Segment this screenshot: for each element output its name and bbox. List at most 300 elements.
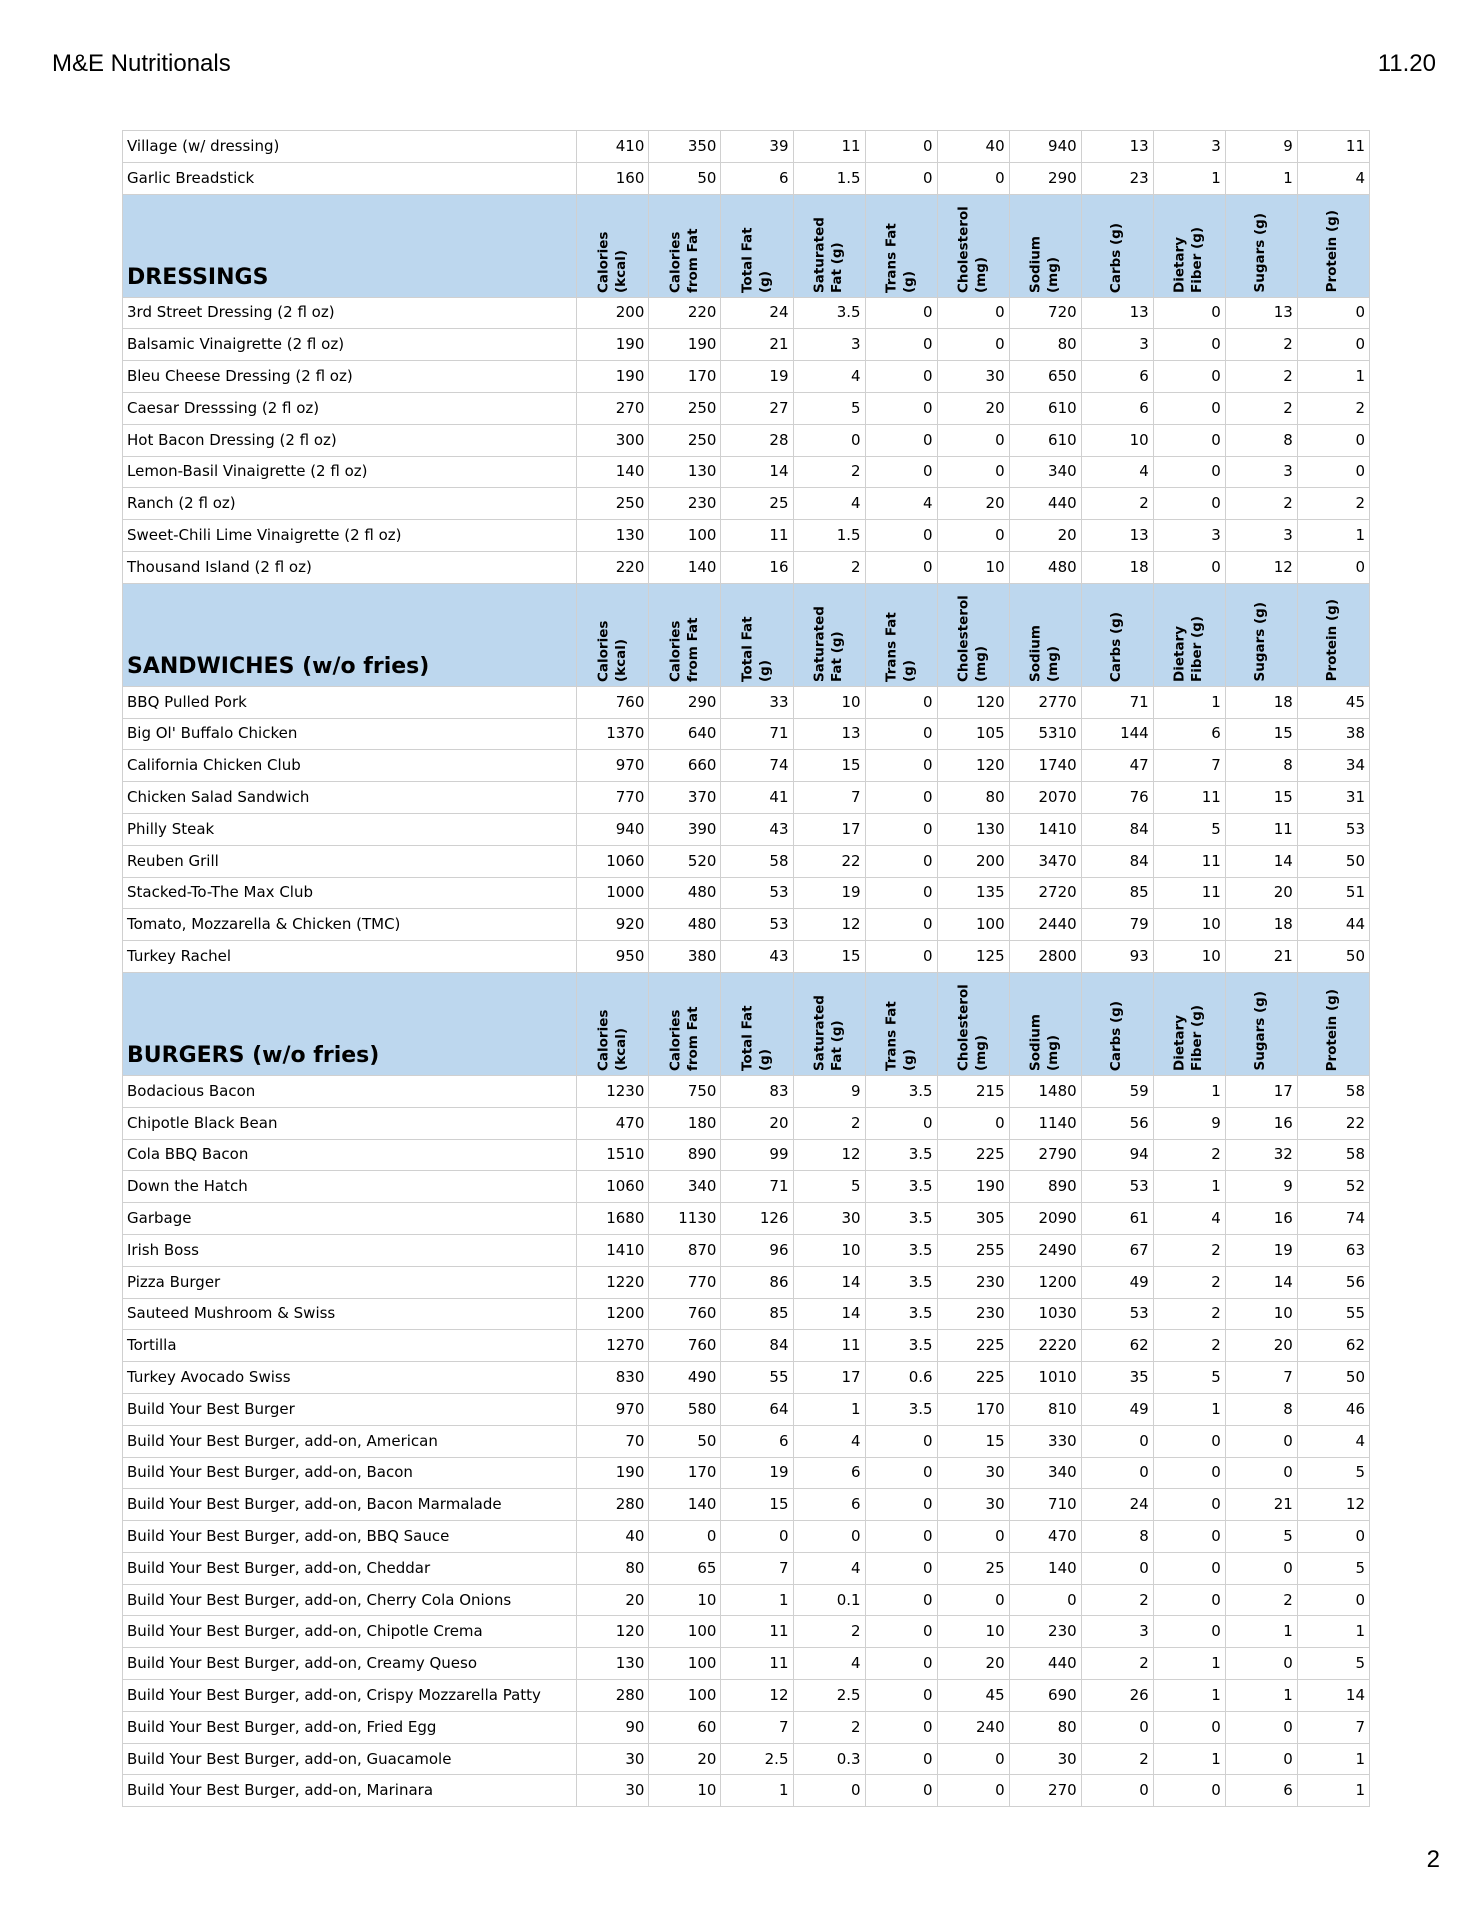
nutrient-value: 0 xyxy=(865,131,937,163)
nutrient-value: 41 xyxy=(721,782,793,814)
nutrient-value: 760 xyxy=(577,686,649,718)
nutrient-value: 0 xyxy=(1153,392,1225,424)
nutrient-value: 9 xyxy=(1225,1171,1297,1203)
nutrient-value: 23 xyxy=(1081,162,1153,194)
nutrient-value: 3 xyxy=(793,329,865,361)
nutrient-value: 0 xyxy=(865,520,937,552)
nutrient-value: 53 xyxy=(721,909,793,941)
nutrient-value: 0 xyxy=(1153,329,1225,361)
nutrient-value: 170 xyxy=(649,361,721,393)
nutrient-value: 15 xyxy=(793,941,865,973)
nutrient-value: 20 xyxy=(1225,877,1297,909)
nutrient-value: 0 xyxy=(937,329,1009,361)
nutrient-value: 190 xyxy=(577,1457,649,1489)
nutrient-value: 65 xyxy=(649,1552,721,1584)
table-row xyxy=(123,1489,1370,1521)
nutrient-value: 7 xyxy=(1225,1362,1297,1394)
nutrient-value: 22 xyxy=(1297,1107,1369,1139)
column-header-label: Cholesterol (mg) xyxy=(955,205,990,293)
nutrient-value: 140 xyxy=(649,551,721,583)
item-name: Bodacious Bacon xyxy=(123,1075,577,1107)
nutrient-value: 0 xyxy=(1297,456,1369,488)
nutrient-value: 27 xyxy=(721,392,793,424)
nutrient-value: 580 xyxy=(649,1393,721,1425)
nutrient-value: 0 xyxy=(865,1107,937,1139)
nutrient-value: 1 xyxy=(1153,1393,1225,1425)
nutrient-value: 480 xyxy=(649,877,721,909)
nutrient-value: 18 xyxy=(1081,551,1153,583)
item-name: Thousand Island (2 fl oz) xyxy=(123,551,577,583)
nutrient-value: 13 xyxy=(1081,131,1153,163)
item-name: Build Your Best Burger, add-on, Guacamole xyxy=(123,1743,577,1775)
nutrient-value: 1 xyxy=(1153,162,1225,194)
nutrient-value: 3 xyxy=(1081,1616,1153,1648)
nutrient-value: 5 xyxy=(1297,1457,1369,1489)
nutrient-value: 0 xyxy=(937,1743,1009,1775)
section-header-row xyxy=(123,194,1370,297)
nutrient-value: 180 xyxy=(649,1107,721,1139)
nutrient-value: 14 xyxy=(1297,1680,1369,1712)
nutrient-value: 1 xyxy=(1153,1171,1225,1203)
nutrient-value: 22 xyxy=(793,845,865,877)
nutrient-value: 870 xyxy=(649,1234,721,1266)
item-name: Reuben Grill xyxy=(123,845,577,877)
nutrient-value: 10 xyxy=(937,551,1009,583)
nutrient-value: 31 xyxy=(1297,782,1369,814)
section-title: BURGERS (w/o fries) xyxy=(123,972,577,1075)
nutrient-value: 2.5 xyxy=(721,1743,793,1775)
nutrient-value: 58 xyxy=(1297,1075,1369,1107)
nutrient-value: 215 xyxy=(937,1075,1009,1107)
column-header-cell xyxy=(1225,583,1297,686)
nutrient-value: 50 xyxy=(1297,845,1369,877)
item-name: Build Your Best Burger xyxy=(123,1393,577,1425)
nutrient-value: 30 xyxy=(937,1457,1009,1489)
nutrient-value: 20 xyxy=(937,392,1009,424)
nutrient-value: 50 xyxy=(649,162,721,194)
column-header-label: Cholesterol (mg) xyxy=(955,594,990,682)
nutrient-value: 19 xyxy=(721,1457,793,1489)
nutrition-table xyxy=(122,130,1370,1807)
nutrient-value: 79 xyxy=(1081,909,1153,941)
section-title: DRESSINGS xyxy=(123,194,577,297)
table-row xyxy=(123,361,1370,393)
nutrient-value: 2 xyxy=(1297,392,1369,424)
nutrient-value: 0 xyxy=(1081,1425,1153,1457)
nutrient-value: 760 xyxy=(649,1330,721,1362)
nutrient-value: 30 xyxy=(577,1743,649,1775)
nutrient-value: 55 xyxy=(1297,1298,1369,1330)
item-name: Tomato, Mozzarella & Chicken (TMC) xyxy=(123,909,577,941)
nutrient-value: 470 xyxy=(577,1107,649,1139)
nutrient-value: 2070 xyxy=(1009,782,1081,814)
nutrition-table-body xyxy=(123,131,1370,1807)
nutrient-value: 190 xyxy=(937,1171,1009,1203)
nutrient-value: 2770 xyxy=(1009,686,1081,718)
nutrient-value: 1060 xyxy=(577,845,649,877)
nutrient-value: 11 xyxy=(793,131,865,163)
nutrient-value: 61 xyxy=(1081,1203,1153,1235)
column-header-cell xyxy=(1153,972,1225,1075)
nutrient-value: 330 xyxy=(1009,1425,1081,1457)
nutrient-value: 0 xyxy=(865,1743,937,1775)
nutrient-value: 220 xyxy=(577,551,649,583)
item-name: Balsamic Vinaigrette (2 fl oz) xyxy=(123,329,577,361)
nutrient-value: 8 xyxy=(1225,1393,1297,1425)
nutrient-value: 0 xyxy=(937,297,1009,329)
nutrient-value: 2 xyxy=(1225,392,1297,424)
nutrient-value: 0 xyxy=(865,1425,937,1457)
nutrient-value: 0.3 xyxy=(793,1743,865,1775)
nutrient-value: 0 xyxy=(865,1457,937,1489)
nutrient-value: 0 xyxy=(1297,551,1369,583)
column-header-cell xyxy=(937,194,1009,297)
nutrient-value: 43 xyxy=(721,941,793,973)
column-header-cell xyxy=(1297,194,1369,297)
nutrient-value: 250 xyxy=(649,392,721,424)
column-header-cell xyxy=(1009,583,1081,686)
nutrient-value: 0 xyxy=(937,424,1009,456)
nutrient-value: 2 xyxy=(1081,1743,1153,1775)
nutrient-value: 970 xyxy=(577,750,649,782)
nutrient-value: 1030 xyxy=(1009,1298,1081,1330)
nutrient-value: 5 xyxy=(1225,1521,1297,1553)
nutrient-value: 144 xyxy=(1081,718,1153,750)
nutrient-value: 2 xyxy=(1153,1330,1225,1362)
nutrient-value: 3.5 xyxy=(793,297,865,329)
nutrient-value: 4 xyxy=(793,361,865,393)
item-name: Build Your Best Burger, add-on, Bacon Marmalade xyxy=(123,1489,577,1521)
nutrient-value: 0 xyxy=(1153,424,1225,456)
column-header-cell xyxy=(721,194,793,297)
table-row xyxy=(123,1425,1370,1457)
column-header-label: Total Fat (g) xyxy=(739,616,773,682)
nutrient-value: 1 xyxy=(1297,520,1369,552)
item-name: Build Your Best Burger, add-on, Cheddar xyxy=(123,1552,577,1584)
nutrient-value: 640 xyxy=(649,718,721,750)
nutrient-value: 200 xyxy=(937,845,1009,877)
nutrient-value: 350 xyxy=(649,131,721,163)
item-name: Build Your Best Burger, add-on, Creamy Queso xyxy=(123,1648,577,1680)
table-row xyxy=(123,813,1370,845)
nutrient-value: 3.5 xyxy=(865,1171,937,1203)
table-row xyxy=(123,1362,1370,1394)
nutrient-value: 94 xyxy=(1081,1139,1153,1171)
nutrient-value: 0 xyxy=(865,1552,937,1584)
column-header-cell xyxy=(1297,583,1369,686)
nutrient-value: 0 xyxy=(865,1616,937,1648)
nutrient-value: 14 xyxy=(1225,845,1297,877)
nutrient-value: 105 xyxy=(937,718,1009,750)
table-row xyxy=(123,551,1370,583)
nutrient-value: 2 xyxy=(793,456,865,488)
column-header-label: Carbs (g) xyxy=(1108,1000,1125,1071)
nutrient-value: 470 xyxy=(1009,1521,1081,1553)
nutrient-value: 70 xyxy=(577,1425,649,1457)
nutrient-value: 480 xyxy=(649,909,721,941)
table-row xyxy=(123,1648,1370,1680)
nutrient-value: 20 xyxy=(1225,1330,1297,1362)
nutrient-value: 0 xyxy=(865,813,937,845)
nutrient-value: 1 xyxy=(1153,686,1225,718)
table-row xyxy=(123,1775,1370,1807)
nutrient-value: 20 xyxy=(577,1584,649,1616)
nutrient-value: 2 xyxy=(1153,1139,1225,1171)
column-header-cell xyxy=(577,194,649,297)
nutrient-value: 2 xyxy=(793,1711,865,1743)
nutrient-value: 2090 xyxy=(1009,1203,1081,1235)
table-row xyxy=(123,1584,1370,1616)
nutrient-value: 30 xyxy=(937,361,1009,393)
nutrient-value: 100 xyxy=(937,909,1009,941)
nutrient-value: 4 xyxy=(1297,1425,1369,1457)
nutrient-value: 0 xyxy=(1153,1457,1225,1489)
item-name: Lemon-Basil Vinaigrette (2 fl oz) xyxy=(123,456,577,488)
column-header-label: Dietary Fiber (g) xyxy=(1171,1004,1206,1071)
nutrient-value: 12 xyxy=(793,909,865,941)
nutrient-value: 610 xyxy=(1009,424,1081,456)
nutrient-value: 0 xyxy=(793,424,865,456)
nutrient-value: 80 xyxy=(1009,1711,1081,1743)
nutrient-value: 18 xyxy=(1225,909,1297,941)
nutrient-value: 1 xyxy=(1297,1616,1369,1648)
nutrient-value: 0 xyxy=(1153,1711,1225,1743)
nutrient-value: 0 xyxy=(1153,1775,1225,1807)
nutrient-value: 130 xyxy=(649,456,721,488)
nutrient-value: 11 xyxy=(721,520,793,552)
nutrient-value: 5310 xyxy=(1009,718,1081,750)
page-number: 2 xyxy=(1426,1846,1440,1873)
nutrient-value: 2490 xyxy=(1009,1234,1081,1266)
nutrient-value: 480 xyxy=(1009,551,1081,583)
nutrient-value: 9 xyxy=(1153,1107,1225,1139)
nutrient-value: 0 xyxy=(865,1680,937,1712)
nutrient-value: 3 xyxy=(1225,456,1297,488)
item-name: Turkey Rachel xyxy=(123,941,577,973)
nutrient-value: 17 xyxy=(793,813,865,845)
nutrient-value: 10 xyxy=(1153,941,1225,973)
nutrient-value: 0 xyxy=(1225,1648,1297,1680)
column-header-cell xyxy=(577,583,649,686)
nutrient-value: 1130 xyxy=(649,1203,721,1235)
nutrient-value: 25 xyxy=(721,488,793,520)
nutrient-value: 20 xyxy=(649,1743,721,1775)
nutrient-value: 10 xyxy=(649,1775,721,1807)
nutrient-value: 4 xyxy=(793,1552,865,1584)
nutrient-value: 1270 xyxy=(577,1330,649,1362)
nutrient-value: 6 xyxy=(1153,718,1225,750)
nutrient-value: 100 xyxy=(649,1680,721,1712)
table-row xyxy=(123,456,1370,488)
nutrient-value: 2 xyxy=(1225,361,1297,393)
column-header-label: Sodium (mg) xyxy=(1027,624,1062,682)
nutrient-value: 11 xyxy=(1225,813,1297,845)
nutrient-value: 12 xyxy=(1225,551,1297,583)
nutrient-value: 0 xyxy=(865,456,937,488)
item-name: Caesar Dresssing (2 fl oz) xyxy=(123,392,577,424)
table-row xyxy=(123,1616,1370,1648)
nutrient-value: 0 xyxy=(1225,1457,1297,1489)
nutrient-value: 0 xyxy=(1153,1552,1225,1584)
nutrient-value: 1370 xyxy=(577,718,649,750)
nutrient-value: 53 xyxy=(1081,1171,1153,1203)
nutrient-value: 100 xyxy=(649,1648,721,1680)
nutrient-value: 830 xyxy=(577,1362,649,1394)
nutrient-value: 0 xyxy=(865,424,937,456)
nutrient-value: 96 xyxy=(721,1234,793,1266)
nutrient-value: 10 xyxy=(1153,909,1225,941)
nutrient-value: 80 xyxy=(577,1552,649,1584)
nutrient-value: 84 xyxy=(1081,813,1153,845)
nutrient-value: 0 xyxy=(865,877,937,909)
nutrient-value: 74 xyxy=(1297,1203,1369,1235)
nutrient-value: 43 xyxy=(721,813,793,845)
nutrient-value: 2 xyxy=(1225,488,1297,520)
nutrient-value: 11 xyxy=(1153,877,1225,909)
nutrient-value: 10 xyxy=(649,1584,721,1616)
nutrient-value: 230 xyxy=(937,1266,1009,1298)
nutrient-value: 0 xyxy=(865,941,937,973)
nutrient-value: 1 xyxy=(1153,1648,1225,1680)
nutrient-value: 5 xyxy=(1297,1552,1369,1584)
nutrient-value: 1.5 xyxy=(793,520,865,552)
nutrient-value: 20 xyxy=(937,1648,1009,1680)
nutrient-value: 3.5 xyxy=(865,1139,937,1171)
nutrient-value: 1 xyxy=(1225,162,1297,194)
nutrient-value: 340 xyxy=(1009,456,1081,488)
nutrient-value: 2440 xyxy=(1009,909,1081,941)
nutrient-value: 0 xyxy=(1153,1425,1225,1457)
item-name: Cola BBQ Bacon xyxy=(123,1139,577,1171)
nutrient-value: 1140 xyxy=(1009,1107,1081,1139)
nutrient-value: 30 xyxy=(577,1775,649,1807)
column-header-label: Saturated Fat (g) xyxy=(811,605,846,682)
nutrient-value: 9 xyxy=(1225,131,1297,163)
column-header-label: Calories (kcal) xyxy=(595,1009,629,1071)
nutrient-value: 11 xyxy=(793,1330,865,1362)
document-date: 11.20 xyxy=(1377,50,1436,77)
nutrient-value: 67 xyxy=(1081,1234,1153,1266)
nutrient-value: 40 xyxy=(937,131,1009,163)
nutrient-value: 4 xyxy=(1081,456,1153,488)
nutrient-value: 71 xyxy=(721,1171,793,1203)
nutrient-value: 0 xyxy=(1153,551,1225,583)
nutrient-value: 6 xyxy=(1225,1775,1297,1807)
column-header-cell xyxy=(1009,972,1081,1075)
nutrient-value: 190 xyxy=(577,361,649,393)
nutrient-value: 6 xyxy=(1081,392,1153,424)
nutrient-value: 0 xyxy=(865,909,937,941)
nutrient-value: 1 xyxy=(721,1584,793,1616)
nutrient-value: 1010 xyxy=(1009,1362,1081,1394)
nutrient-value: 7 xyxy=(1153,750,1225,782)
column-header-label: Sugars (g) xyxy=(1252,213,1269,293)
nutrient-value: 84 xyxy=(721,1330,793,1362)
nutrient-value: 0 xyxy=(1297,329,1369,361)
nutrient-value: 3 xyxy=(1225,520,1297,552)
nutrient-value: 940 xyxy=(1009,131,1081,163)
item-name: Chicken Salad Sandwich xyxy=(123,782,577,814)
nutrient-value: 0 xyxy=(865,750,937,782)
nutrient-value: 0 xyxy=(937,162,1009,194)
nutrient-value: 7 xyxy=(1297,1711,1369,1743)
nutrient-value: 40 xyxy=(577,1521,649,1553)
table-row xyxy=(123,1680,1370,1712)
nutrient-value: 230 xyxy=(1009,1616,1081,1648)
column-header-cell xyxy=(577,972,649,1075)
item-name: Build Your Best Burger, add-on, Marinara xyxy=(123,1775,577,1807)
item-name: Turkey Avocado Swiss xyxy=(123,1362,577,1394)
nutrient-value: 2 xyxy=(1225,1584,1297,1616)
column-header-label: Calories from Fat xyxy=(667,228,701,293)
nutrient-value: 0 xyxy=(1225,1743,1297,1775)
nutrient-value: 126 xyxy=(721,1203,793,1235)
item-name: California Chicken Club xyxy=(123,750,577,782)
nutrient-value: 2 xyxy=(793,1616,865,1648)
table-row xyxy=(123,297,1370,329)
nutrient-value: 74 xyxy=(721,750,793,782)
nutrient-value: 50 xyxy=(1297,1362,1369,1394)
item-name: Sauteed Mushroom & Swiss xyxy=(123,1298,577,1330)
nutrient-value: 270 xyxy=(577,392,649,424)
nutrient-value: 1 xyxy=(1153,1075,1225,1107)
nutrient-value: 0 xyxy=(865,1584,937,1616)
nutrient-value: 610 xyxy=(1009,392,1081,424)
column-header-cell xyxy=(793,583,865,686)
nutrient-value: 58 xyxy=(1297,1139,1369,1171)
nutrient-value: 85 xyxy=(1081,877,1153,909)
nutrient-value: 12 xyxy=(1297,1489,1369,1521)
column-header-label: Trans Fat (g) xyxy=(883,611,918,682)
nutrient-value: 6 xyxy=(793,1489,865,1521)
nutrient-value: 28 xyxy=(721,424,793,456)
item-name: Down the Hatch xyxy=(123,1171,577,1203)
nutrient-value: 49 xyxy=(1081,1266,1153,1298)
nutrient-value: 21 xyxy=(1225,1489,1297,1521)
nutrient-value: 490 xyxy=(649,1362,721,1394)
nutrient-value: 270 xyxy=(1009,1775,1081,1807)
nutrient-value: 280 xyxy=(577,1489,649,1521)
nutrient-value: 370 xyxy=(649,782,721,814)
nutrient-value: 2.5 xyxy=(793,1680,865,1712)
table-row xyxy=(123,909,1370,941)
table-row xyxy=(123,1521,1370,1553)
column-header-label: Protein (g) xyxy=(1324,210,1341,293)
nutrient-value: 0 xyxy=(793,1521,865,1553)
nutrient-value: 0 xyxy=(865,329,937,361)
nutrient-value: 16 xyxy=(721,551,793,583)
nutrient-value: 80 xyxy=(1009,329,1081,361)
nutrient-value: 520 xyxy=(649,845,721,877)
nutrient-value: 12 xyxy=(721,1680,793,1712)
column-header-cell xyxy=(865,972,937,1075)
nutrient-value: 1410 xyxy=(577,1234,649,1266)
column-header-label: Protein (g) xyxy=(1324,988,1341,1071)
nutrient-value: 2 xyxy=(1153,1266,1225,1298)
table-row xyxy=(123,1552,1370,1584)
nutrient-value: 45 xyxy=(937,1680,1009,1712)
nutrient-value: 26 xyxy=(1081,1680,1153,1712)
column-header-cell xyxy=(1081,583,1153,686)
nutrient-value: 3.5 xyxy=(865,1393,937,1425)
nutrient-value: 130 xyxy=(577,1648,649,1680)
item-name: Build Your Best Burger, add-on, BBQ Sauce xyxy=(123,1521,577,1553)
nutrient-value: 13 xyxy=(1081,297,1153,329)
nutrient-value: 2 xyxy=(793,1107,865,1139)
nutrient-value: 300 xyxy=(577,424,649,456)
nutrient-value: 1 xyxy=(1297,1775,1369,1807)
nutrient-value: 14 xyxy=(793,1266,865,1298)
